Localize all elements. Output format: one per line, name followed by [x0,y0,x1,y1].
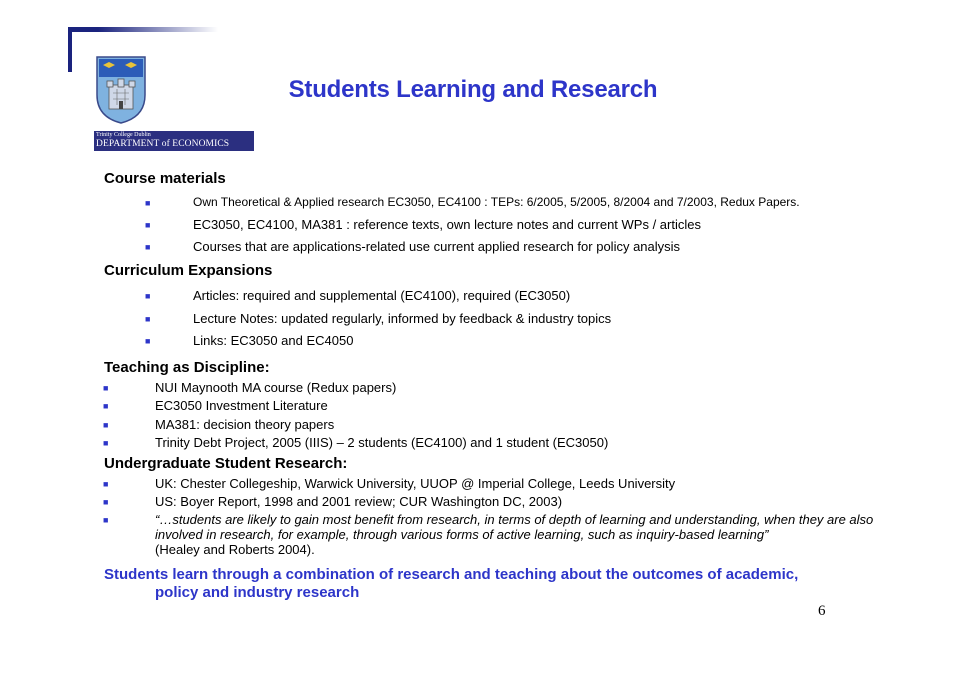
list-item: Links: EC3050 and EC4050 [193,333,354,348]
slide-title: Students Learning and Research [288,76,658,103]
heading-undergraduate-research: Undergraduate Student Research: [104,455,348,472]
list-item: MA381: decision theory papers [155,417,335,432]
page-number: 6 [818,603,826,619]
bullet: ■ [145,291,151,301]
list-item: EC3050, EC4100, MA381 : reference texts, own lecture notes and current WPs / articles [193,217,701,232]
list-item: Trinity Debt Project, 2005 (IIIS) – 2 students (EC4100) and 1 student (EC3050) [155,435,609,450]
heading-curriculum-expansions: Curriculum Expansions [104,262,273,279]
summary-statement [104,566,884,602]
list-item: UK: Chester Collegeship, Warwick University, UUOP @ Imperial College, Leeds University [155,476,676,491]
list-item: US: Boyer Report, 1998 and 2001 review; CUR Washington DC, 2003) [155,494,563,509]
summary-line-2: policy and industry research [155,584,360,601]
bullet: ■ [103,383,109,393]
bullet: ■ [103,497,109,507]
summary-line-1: Students learn through a combination of research and teaching about the outcomes of academic, [104,566,799,583]
bullet: ■ [145,242,151,252]
list-item: Own Theoretical & Applied research EC3050, EC4100 : TEPs: 6/2005, 5/2005, 8/2004 and 7/2003, Redux Papers. [193,195,800,209]
logo-department-name: DEPARTMENT of ECONOMICS [96,139,230,149]
heading-teaching-as-discipline: Teaching as Discipline: [104,359,270,376]
corner-decoration-vertical [68,27,72,72]
bullet: ■ [145,314,151,324]
logo-college-name: Trinity College Dublin [96,132,151,138]
bullet: ■ [103,401,109,411]
corner-decoration-horizontal [68,27,218,32]
bullet: ■ [145,198,151,208]
list-item: Lecture Notes: updated regularly, informed by feedback & industry topics [193,311,612,326]
bullet: ■ [103,438,109,448]
research-quote: “…students are likely to gain most benefit from research, in terms of depth of learning and understanding, when they are also involved in research, for example, through various forms of active learning, such as inquiry-based learning” [155,512,874,542]
list-item: Courses that are applications-related use current applied research for policy analysis [193,239,681,254]
bullet: ■ [103,420,109,430]
list-item: EC3050 Investment Literature [155,398,328,413]
bullet: ■ [145,336,151,346]
bullet: ■ [103,515,109,525]
quote-citation: (Healey and Roberts 2004). [155,542,315,557]
department-logo [94,131,254,151]
list-item: NUI Maynooth MA course (Redux papers) [155,380,397,395]
heading-course-materials: Course materials [104,170,226,187]
bullet: ■ [103,479,109,489]
bullet: ■ [145,220,151,230]
list-item: Articles: required and supplemental (EC4100), required (EC3050) [193,288,571,303]
